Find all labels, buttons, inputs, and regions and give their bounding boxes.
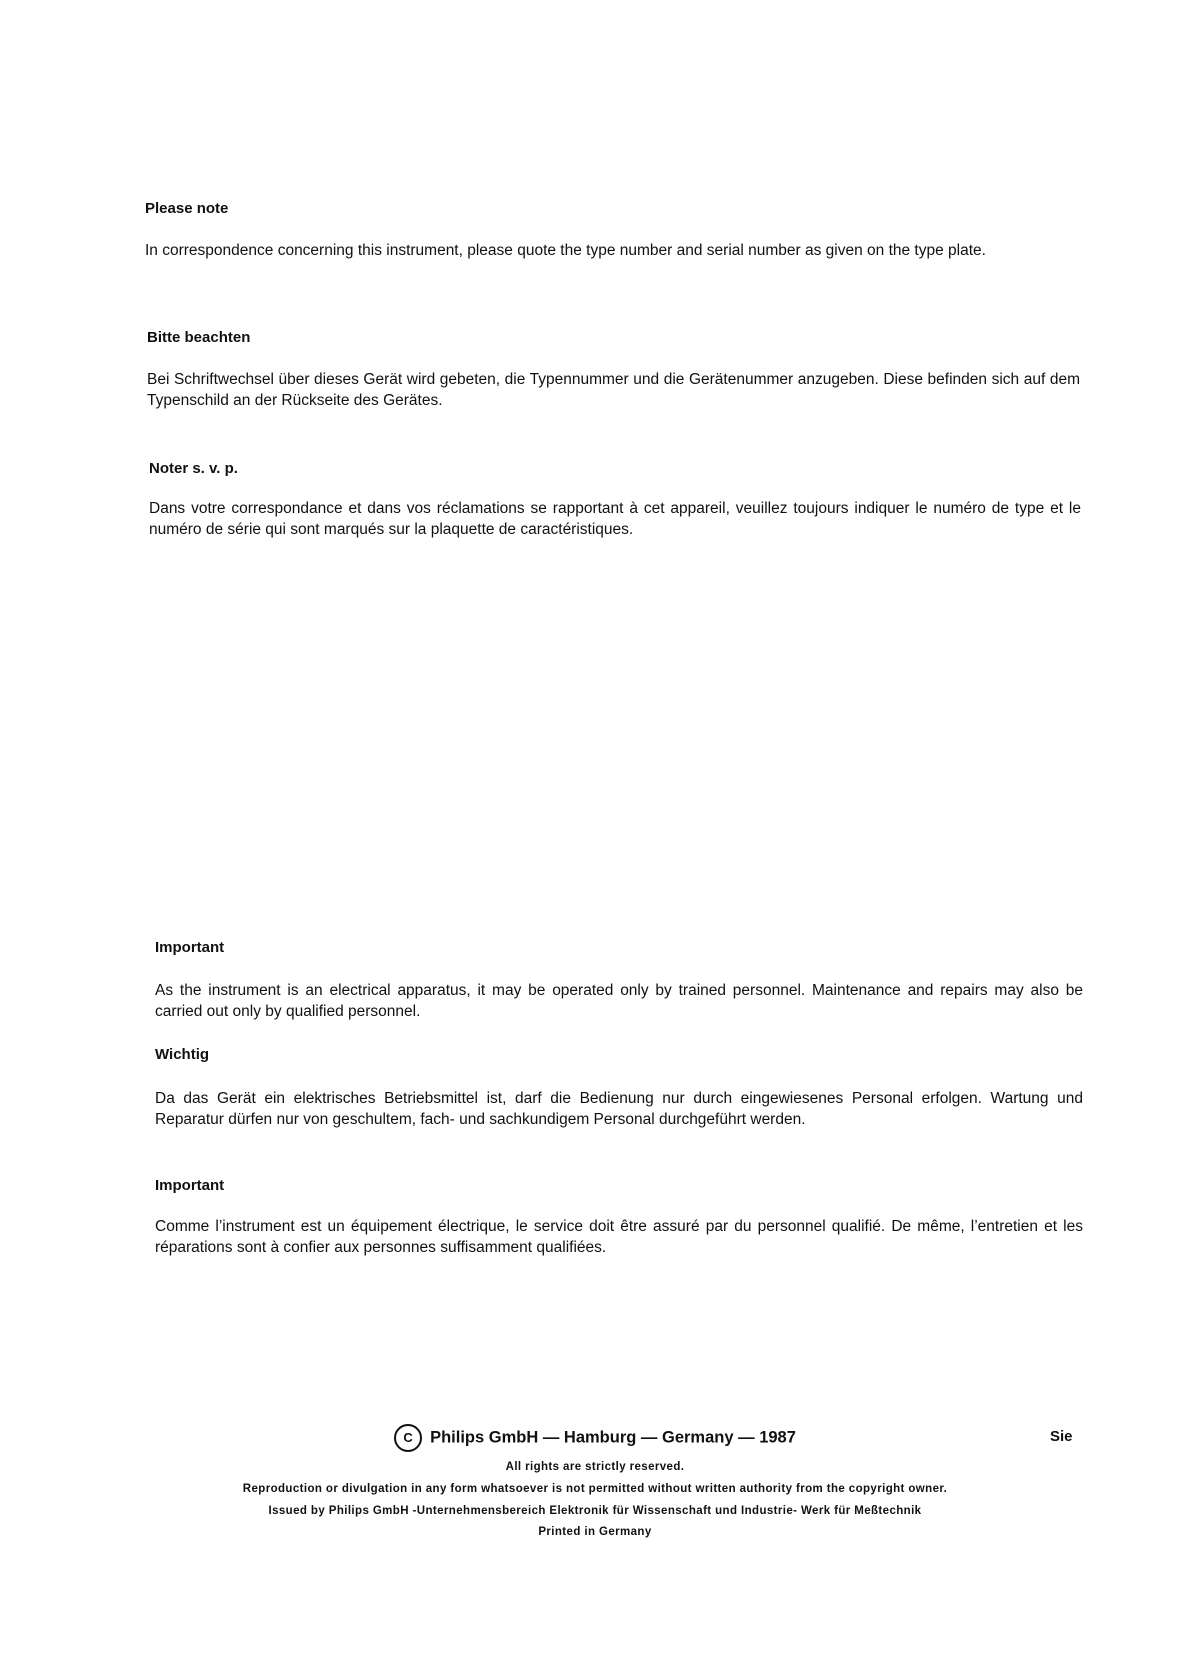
rights-line: All rights are strictly reserved. <box>505 1461 685 1473</box>
publisher-text: Philips GmbH — Hamburg — Germany — 1987 <box>430 1428 796 1447</box>
noter-text: Dans votre correspondance et dans vos réclamations se rapportant à cet appareil, veuillez toujours indiquer le numéro de type et le numéro de série qui sont marqués sur la plaquette de caractéristiques. <box>149 500 1081 538</box>
printed-line: Printed in Germany <box>538 1526 652 1538</box>
bitte-beachten-text: Bei Schriftwechsel über dieses Gerät wird gebeten, die Typennummer und die Gerätenummer anzugeben. Diese befinden sich auf dem Typenschild an der Rückseite des Gerätes. <box>147 371 1080 409</box>
reproduction-line: Reproduction or divulgation in any form whatsoever is not permitted without written authority from the copyright owner. <box>242 1483 948 1495</box>
important-text-fr: Comme l’instrument est un équipement électrique, le service doit être assuré par du personnel qualifié. De même, l’entretien et les réparations sont à confier aux personnes suffisamment qualifiées. <box>155 1218 1083 1256</box>
please-note-heading: Please note <box>145 200 229 217</box>
issued-line: Issued by Philips GmbH -Unternehmensbereich Elektronik für Wissenschaft und Industrie- Werk für Meßtechnik <box>268 1505 922 1517</box>
please-note-text: In correspondence concerning this instrument, please quote the type number and serial number as given on the type plate. <box>145 242 986 259</box>
copyright-icon: C <box>394 1424 422 1452</box>
noter-heading: Noter s. v. p. <box>149 460 238 477</box>
publisher-line <box>0 1424 1190 1452</box>
wichtig-heading: Wichtig <box>155 1046 210 1063</box>
document-code: Sie <box>1050 1428 1073 1445</box>
important-heading-fr: Important <box>155 1177 225 1194</box>
important-text-en: As the instrument is an electrical apparatus, it may be operated only by trained personnel. Maintenance and repairs may also be carried out only by qualified personnel. <box>155 982 1083 1020</box>
bitte-beachten-heading: Bitte beachten <box>147 329 251 346</box>
important-heading-en: Important <box>155 939 225 956</box>
wichtig-text: Da das Gerät ein elektrisches Betriebsmittel ist, darf die Bedienung nur durch eingewiesenes Personal erfolgen. Wartung und Reparatur dürfen nur von geschultem, fach- und sachkundigem Personal durchgeführt werden. <box>155 1090 1083 1128</box>
